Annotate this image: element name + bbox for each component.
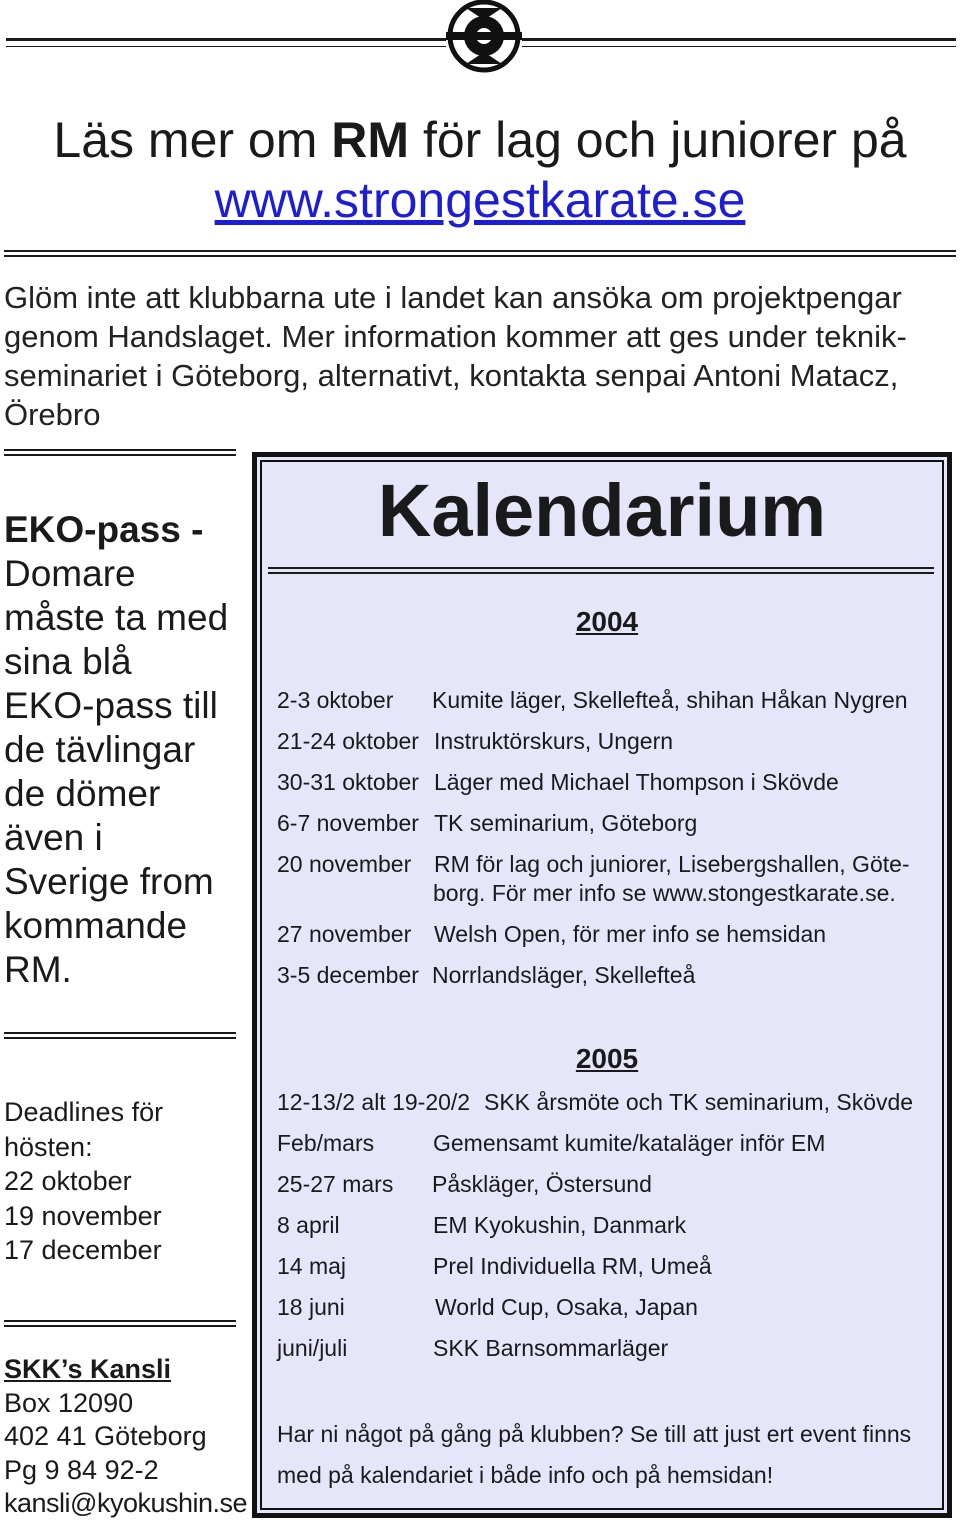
eko-line: RM. bbox=[4, 949, 72, 990]
handslaget-notice: Glöm inte att klubbarna ute i landet kan ansöka om projektpengar genom Handslaget. Mer information kommer att ges under teknik-seminariet i Göteborg, alternativt, kontakta senpai Antoni Matacz, Örebro bbox=[4, 280, 907, 432]
event-date: 2-3 oktober bbox=[277, 687, 394, 713]
header-rule-left-thin bbox=[6, 46, 446, 47]
calendar-footer-note: Har ni något på gång på klubben? Se till att just ert event finns med på kalendariet i både info och på hemsidan! bbox=[277, 1421, 912, 1488]
deadlines-block bbox=[4, 1095, 239, 1268]
deadlines-line: 17 december bbox=[4, 1235, 162, 1265]
kansli-line: Pg 9 84 92-2 bbox=[4, 1454, 159, 1485]
event-text: Welsh Open, för mer info se hemsidan bbox=[434, 921, 827, 947]
kyokushin-logo-icon bbox=[444, 0, 524, 78]
event-text: Läger med Michael Thompson i Skövde bbox=[434, 769, 839, 795]
eko-line: sina blå bbox=[4, 641, 132, 682]
headline-bold: RM bbox=[331, 112, 410, 168]
year-2005: 2005 bbox=[575, 1043, 639, 1074]
eko-line: Sverige from bbox=[4, 861, 214, 902]
deadlines-line: hösten: bbox=[4, 1131, 93, 1162]
event-text: Norrlandsläger, Skellefteå bbox=[432, 962, 696, 988]
event-date: 25-27 mars bbox=[277, 1171, 394, 1197]
headline-post: för lag och juniorer på bbox=[409, 112, 907, 168]
event-text: Instruktörskurs, Ungern bbox=[434, 728, 674, 754]
kansli-line: 402 41 Göteborg bbox=[4, 1421, 207, 1451]
headline-pre: Läs mer om bbox=[53, 112, 332, 168]
event-text: RM för lag och juniorer, Lisebergshallen, Göte- bbox=[434, 851, 910, 877]
kansli-contact bbox=[4, 1353, 248, 1521]
kansli-line: Box 12090 bbox=[4, 1387, 134, 1418]
left-divider-2 bbox=[4, 1032, 236, 1039]
deadlines-line: Deadlines för bbox=[4, 1097, 164, 1127]
event-text: Kumite läger, Skellefteå, shihan Håkan Nygren bbox=[432, 687, 908, 713]
eko-pass-notice bbox=[4, 508, 239, 992]
event-text: EM Kyokushin, Danmark bbox=[433, 1212, 687, 1238]
event-date: 8 april bbox=[277, 1212, 340, 1238]
event-text: Påskläger, Östersund bbox=[432, 1171, 652, 1197]
kansli-email[interactable]: kansli@kyokushin.se bbox=[4, 1488, 248, 1518]
eko-line: Domare bbox=[4, 553, 136, 594]
eko-line: kommande bbox=[4, 905, 188, 946]
event-text: World Cup, Osaka, Japan bbox=[435, 1294, 698, 1320]
calendar-title: Kalendarium bbox=[377, 469, 827, 552]
calendar-title-divider bbox=[268, 567, 934, 574]
event-text: Prel Individuella RM, Umeå bbox=[433, 1253, 712, 1279]
deadlines-line: 22 oktober bbox=[4, 1166, 132, 1196]
event-text: TK seminarium, Göteborg bbox=[434, 810, 698, 836]
event-date: 3-5 december bbox=[277, 962, 419, 988]
eko-line: de dömer bbox=[4, 773, 161, 814]
event-date: 6-7 november bbox=[277, 810, 419, 836]
left-divider-1 bbox=[4, 449, 236, 456]
eko-line: EKO-pass till bbox=[4, 685, 218, 726]
eko-title: EKO-pass - bbox=[4, 509, 204, 550]
eko-line: måste ta med bbox=[4, 597, 229, 638]
event-date: 30-31 oktober bbox=[277, 769, 419, 795]
left-divider-3 bbox=[4, 1320, 236, 1327]
header-rule-right bbox=[522, 38, 956, 41]
year-2004: 2004 bbox=[575, 606, 639, 637]
event-date: 27 november bbox=[277, 921, 412, 947]
event-date: 18 juni bbox=[277, 1294, 345, 1320]
deadlines-line: 19 november bbox=[4, 1200, 162, 1231]
event-date: juni/juli bbox=[277, 1335, 348, 1361]
website-link[interactable]: www.strongestkarate.se bbox=[214, 172, 746, 228]
event-date: 12-13/2 alt 19-20/2 bbox=[277, 1089, 471, 1115]
event-text: SKK årsmöte och TK seminarium, Skövde bbox=[484, 1089, 914, 1115]
event-date: 14 maj bbox=[277, 1253, 347, 1279]
event-text: borg. För mer info se www.stongestkarate.se. bbox=[433, 880, 896, 906]
event-date: Feb/mars bbox=[277, 1130, 375, 1156]
section-divider bbox=[4, 250, 956, 257]
event-text: Gemensamt kumite/kataläger inför EM bbox=[433, 1130, 826, 1156]
eko-line: även i bbox=[4, 817, 103, 858]
kansli-title: SKK’s Kansli bbox=[4, 1354, 172, 1384]
event-date: 20 november bbox=[277, 851, 412, 877]
header-rule-left bbox=[6, 38, 446, 41]
eko-line: de tävlingar bbox=[4, 729, 196, 770]
event-date: 21-24 oktober bbox=[277, 728, 419, 754]
header-rule-right-thin bbox=[522, 46, 956, 47]
event-text: SKK Barnsommarläger bbox=[433, 1335, 669, 1361]
rm-headline bbox=[0, 110, 960, 230]
